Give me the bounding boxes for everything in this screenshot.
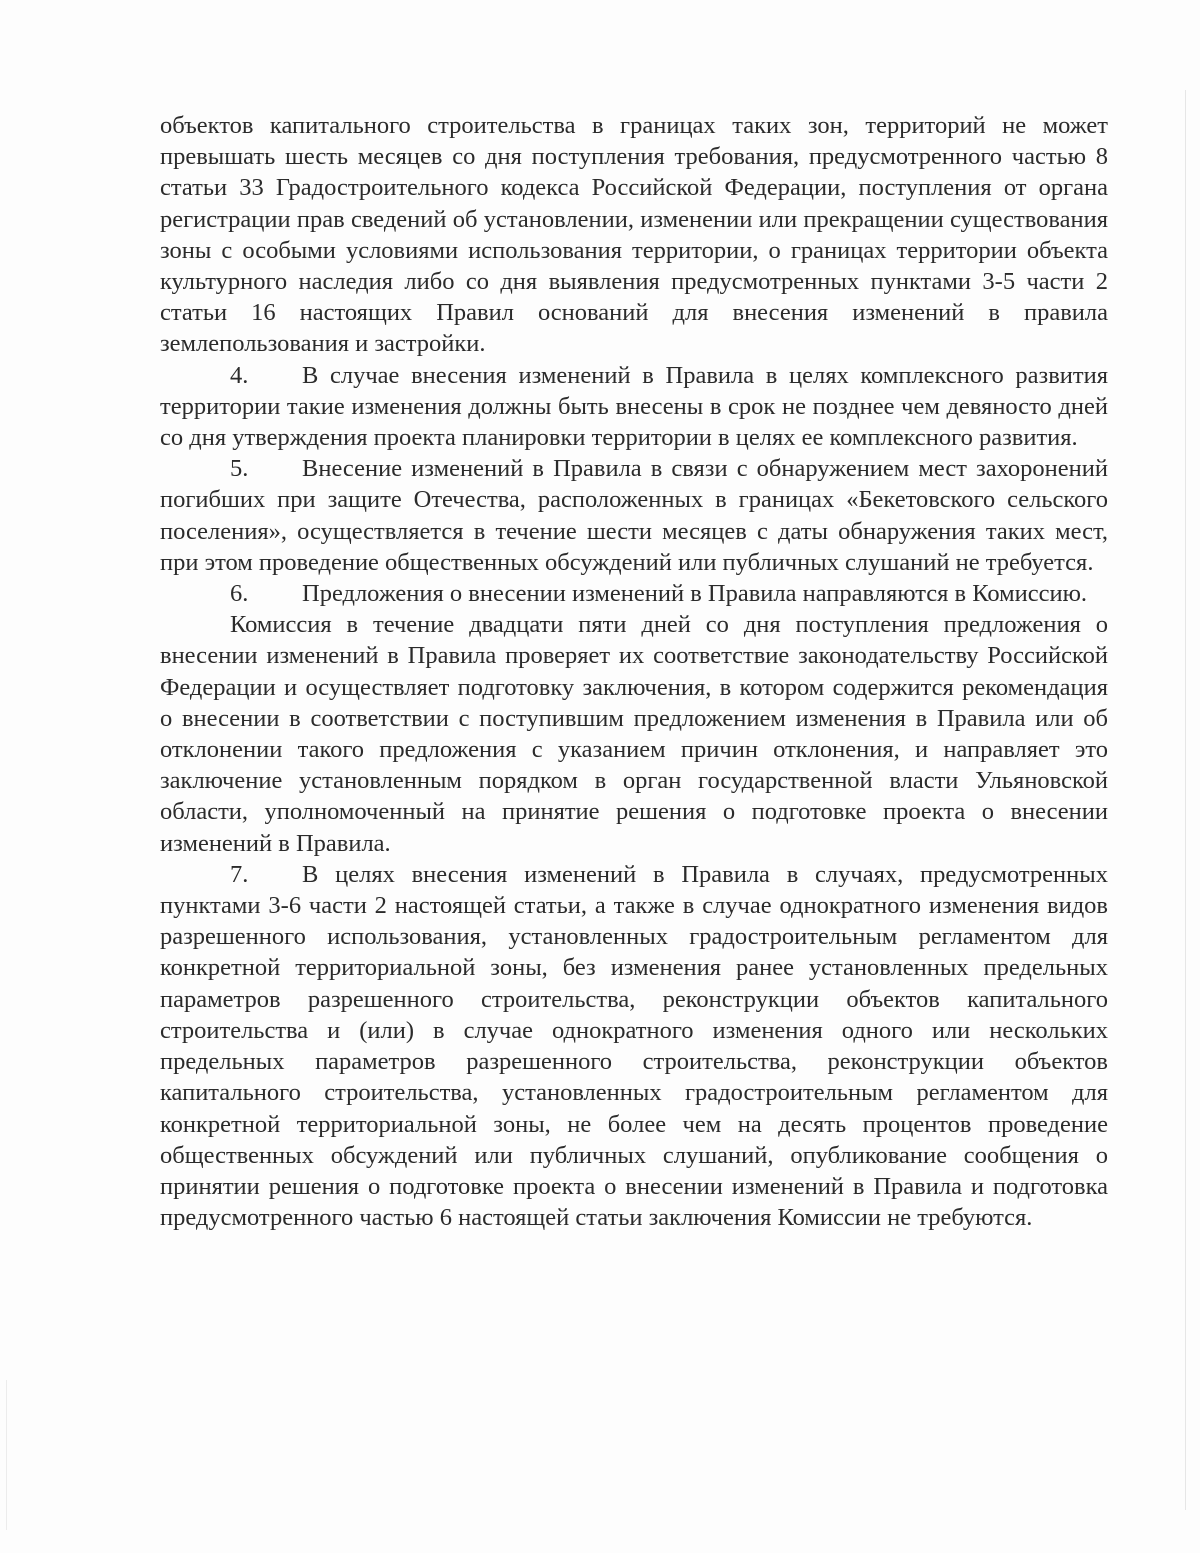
- document-body: [160, 110, 1108, 1233]
- paragraph-continuation: [160, 110, 1108, 360]
- paragraph-number: 7.: [230, 860, 249, 888]
- paragraph-6: [160, 578, 1108, 609]
- paragraph-7: [160, 859, 1108, 1233]
- paragraph-number: 4.: [230, 361, 249, 389]
- paragraph-commission: [160, 609, 1108, 859]
- scan-edge-line-left: [6, 1380, 7, 1530]
- paragraph-text: Комиссия в течение двадцати пяти дней со дня поступления предложения о внесении изменений в Правила проверяет их соответствие законодательству Российской Федерации и осуществляет подготовку заключения, в котором содержится рекомендация о внесении в соответствии с поступившим предложением изменения в Правила или об отклонении такого предложения с указанием причин отклонения, и направляет это заключение установленным порядком в орган государственной власти Ульяновской области, уполномоченный на принятие решения о подготовке проекта о внесении изменений в Правила.: [160, 611, 1108, 857]
- scan-edge-line: [1185, 90, 1186, 1510]
- paragraph-text: объектов капитального строительства в границах таких зон, территорий не может превышать шесть месяцев со дня поступления требования, предусмотренного частью 8 статьи 33 Градостроительного кодекса Российской Федерации, поступления от органа регистрации прав сведений об установлении, изменении или прекращении существования зоны с особыми условиями использования территории, о границах территории объекта культурного наследия либо со дня выявления предусмотренных пунктами 3-5 части 2 статьи 16 настоящих Правил оснований для внесения изменений в правила землепользования и застройки.: [160, 112, 1108, 358]
- paragraph-4: [160, 360, 1108, 454]
- paragraph-number: 5.: [230, 455, 249, 483]
- paragraph-text: В случае внесения изменений в Правила в целях комплексного развития территории такие изменения должны быть внесены в срок не позднее чем девяносто дней со дня утверждения проекта планировки территории в целях ее комплексного развития.: [160, 361, 1108, 452]
- paragraph-number: 6.: [230, 580, 249, 608]
- paragraph-text: Предложения о внесении изменений в Правила направляются в Комиссию.: [302, 580, 1088, 608]
- paragraph-text: Внесение изменений в Правила в связи с обнаружением мест захоронений погибших при защите Отечества, расположенных в границах «Бекетовского сельского поселения», осуществляется в течение шести месяцев с даты обнаружения таких мест, при этом проведение общественных обсуждений или публичных слушаний не требуется.: [160, 455, 1108, 576]
- paragraph-5: [160, 453, 1108, 578]
- paragraph-text: В целях внесения изменений в Правила в случаях, предусмотренных пунктами 3-6 части 2 настоящей статьи, а также в случае однократного изменения видов разрешенного использования, установленных градостроительным регламентом для конкретной территориальной зоны, без изменения ранее установленных предельных параметров разрешенного строительства, реконструкции объектов капитального строительства и (или) в случае однократного изменения одного или нескольких предельных параметров разрешенного строительства, реконструкции объектов капитального строительства, установленных градостроительным регламентом для конкретной территориальной зоны, не более чем на десять процентов проведение общественных обсуждений или публичных слушаний, опубликование сообщения о принятии решения о подготовке проекта о внесении изменений в Правила и подготовка предусмотренного частью 6 настоящей статьи заключения Комиссии не требуются.: [160, 860, 1108, 1232]
